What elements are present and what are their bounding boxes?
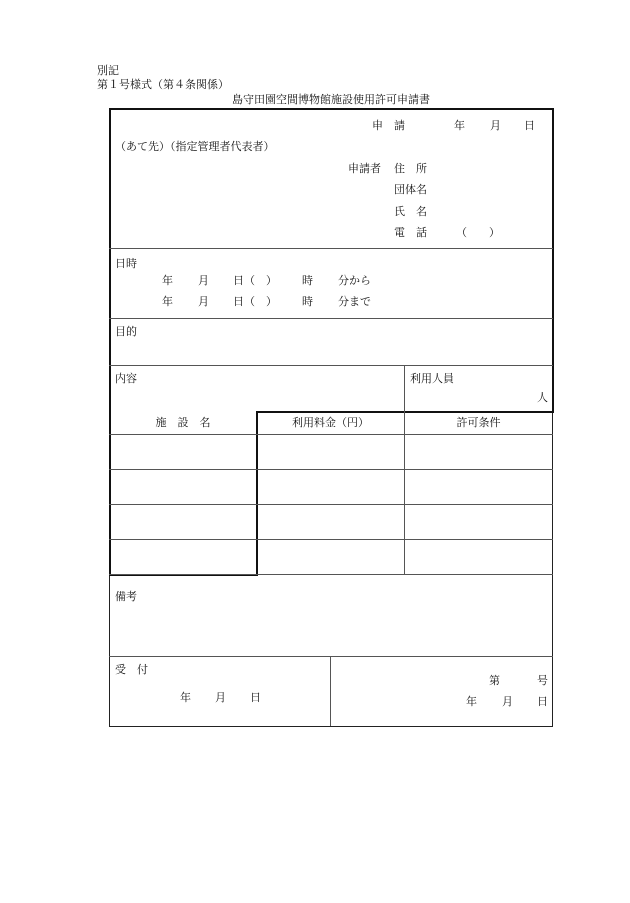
remarks-label: 備考 xyxy=(115,590,137,603)
to-month: 月 xyxy=(198,295,209,308)
divider-datetime xyxy=(109,318,553,319)
reception-year: 年 xyxy=(180,691,191,704)
from-day: 日（ ） xyxy=(233,274,277,287)
request-month: 月 xyxy=(490,119,501,132)
to-minute: 分まで xyxy=(338,295,371,308)
to-hour: 時 xyxy=(302,295,313,308)
phone-paren: （ ） xyxy=(456,226,500,239)
divider-content-users xyxy=(404,365,405,411)
bold-frame-inner xyxy=(256,411,258,575)
reception-day: 日 xyxy=(250,691,261,704)
facility-name-header: 施 設 名 xyxy=(155,416,211,429)
group-name-label: 団体名 xyxy=(394,183,427,196)
divider-reception xyxy=(330,656,331,726)
divider-purpose xyxy=(109,365,553,366)
form-number: 第１号様式（第４条関係） xyxy=(97,78,229,91)
request-label: 申 請 xyxy=(372,119,405,132)
number-suffix: 号 xyxy=(537,674,548,687)
permit-conditions-header: 許可条件 xyxy=(456,416,501,429)
usage-fee-header: 利用料金（円） xyxy=(292,416,369,429)
request-day: 日 xyxy=(524,119,535,132)
number-prefix: 第 xyxy=(489,674,500,687)
purpose-label: 目的 xyxy=(115,325,137,338)
note-label: 別記 xyxy=(97,64,119,77)
users-label: 利用人員 xyxy=(410,372,454,385)
applicant-label: 申請者 xyxy=(348,162,381,175)
name-label: 氏 名 xyxy=(394,205,427,218)
to-day: 日（ ） xyxy=(233,295,277,308)
divider-remarks xyxy=(109,656,553,657)
users-unit: 人 xyxy=(537,391,548,404)
reception-label: 受 付 xyxy=(115,663,148,676)
content-label: 内容 xyxy=(115,372,137,385)
datetime-label: 日時 xyxy=(115,257,137,270)
table-row-line-3 xyxy=(109,539,553,540)
from-year: 年 xyxy=(162,274,173,287)
phone-label: 電 話 xyxy=(394,226,427,239)
addressee-label: （あて先）（指定管理者代表者） xyxy=(115,140,275,153)
page-title: 島守田園空間博物館施設使用許可申請書 xyxy=(232,93,430,106)
reception-month: 月 xyxy=(215,691,226,704)
to-year: 年 xyxy=(162,295,173,308)
request-year: 年 xyxy=(454,119,465,132)
receipt-month: 月 xyxy=(502,695,513,708)
from-month: 月 xyxy=(198,274,209,287)
table-header-line xyxy=(109,434,553,435)
table-col-line xyxy=(404,411,405,575)
table-row-line-2 xyxy=(109,504,553,505)
from-hour: 時 xyxy=(302,274,313,287)
bold-frame-step xyxy=(256,411,554,413)
divider-application xyxy=(109,248,553,249)
receipt-year: 年 xyxy=(466,695,477,708)
table-row-line-4 xyxy=(109,574,553,575)
address-label: 住 所 xyxy=(394,162,427,175)
bold-frame-top xyxy=(109,108,554,110)
receipt-day: 日 xyxy=(537,695,548,708)
from-minute: 分から xyxy=(338,274,371,287)
table-row-line-1 xyxy=(109,469,553,470)
frame-bottom xyxy=(109,726,553,727)
